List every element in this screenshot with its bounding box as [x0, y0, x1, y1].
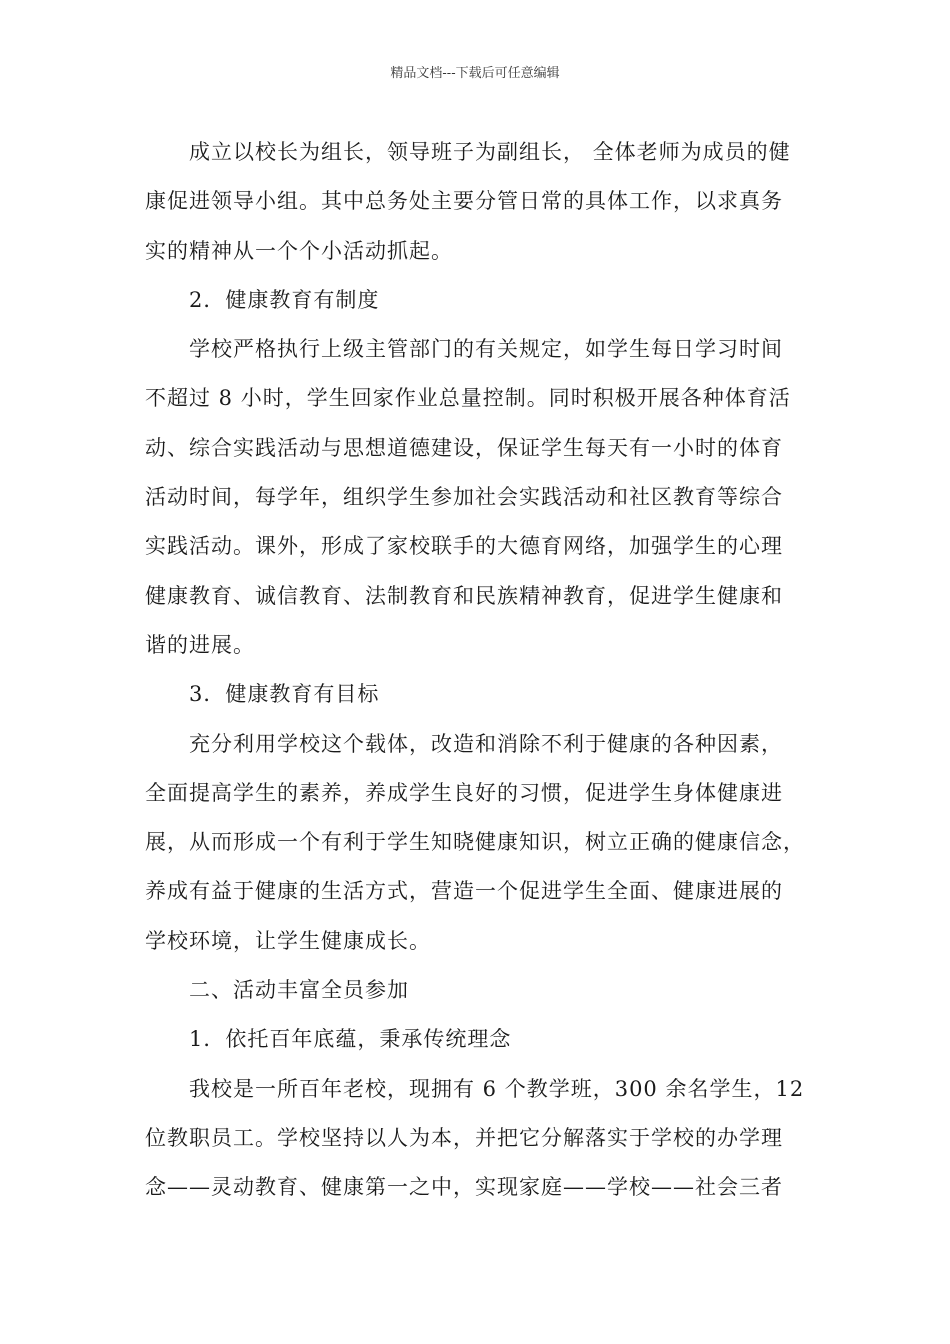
- text-line: 谐的进展。: [145, 632, 255, 657]
- text-line: 位教职员工。学校坚持以人为本，并把它分解落实于学校的办学理: [145, 1125, 783, 1150]
- document-body: [145, 132, 810, 1217]
- section-heading: 3．健康教育有目标: [189, 682, 380, 707]
- text-line: 养成有益于健康的生活方式，营造一个促进学生全面、健康进展的: [145, 879, 783, 904]
- text-line: 展，从而形成一个有利于学生知晓健康知识，树立正确的健康信念，: [145, 830, 805, 855]
- text-line: 活动时间，每学年，组织学生参加社会实践活动和社区教育等综合: [145, 485, 783, 510]
- section-heading: 1．依托百年底蕴，秉承传统理念: [189, 1027, 512, 1052]
- section-heading: 二、活动丰富全员参加: [189, 978, 409, 1003]
- text-line: 念——灵动教育、健康第一之中，实现家庭——学校——社会三者: [145, 1175, 783, 1200]
- text-line: 学校严格执行上级主管部门的有关规定，如学生每日学习时间: [189, 337, 783, 362]
- text-line: 健康教育、诚信教育、法制教育和民族精神教育，促进学生健康和: [145, 583, 783, 608]
- section-heading: 2．健康教育有制度: [189, 287, 380, 312]
- text-line: 充分利用学校这个载体，改造和消除不利于健康的各种因素，: [189, 731, 783, 756]
- text-line: 我校是一所百年老校，现拥有 6 个教学班，300 余名学生，12: [189, 1076, 805, 1101]
- page-header: 精品文档---下载后可任意编辑: [390, 66, 560, 81]
- text-line: 康促进领导小组。其中总务处主要分管日常的具体工作，以求真务: [145, 189, 783, 214]
- text-line: 实的精神从一个个小活动抓起。: [145, 238, 453, 263]
- text-line: 不超过 8 小时，学生回家作业总量控制。同时积极开展各种体育活: [145, 386, 791, 411]
- text-line: 成立以校长为组长，领导班子为副组长， 全体老师为成员的健: [189, 140, 791, 164]
- text-line: 学校环境，让学生健康成长。: [145, 928, 431, 953]
- text-line: 动、综合实践活动与思想道德建设，保证学生每天有一小时的体育: [145, 435, 783, 460]
- text-line: 全面提高学生的素养，养成学生良好的习惯，促进学生身体健康进: [145, 780, 783, 805]
- text-line: 实践活动。课外，形成了家校联手的大德育网络，加强学生的心理: [145, 534, 783, 559]
